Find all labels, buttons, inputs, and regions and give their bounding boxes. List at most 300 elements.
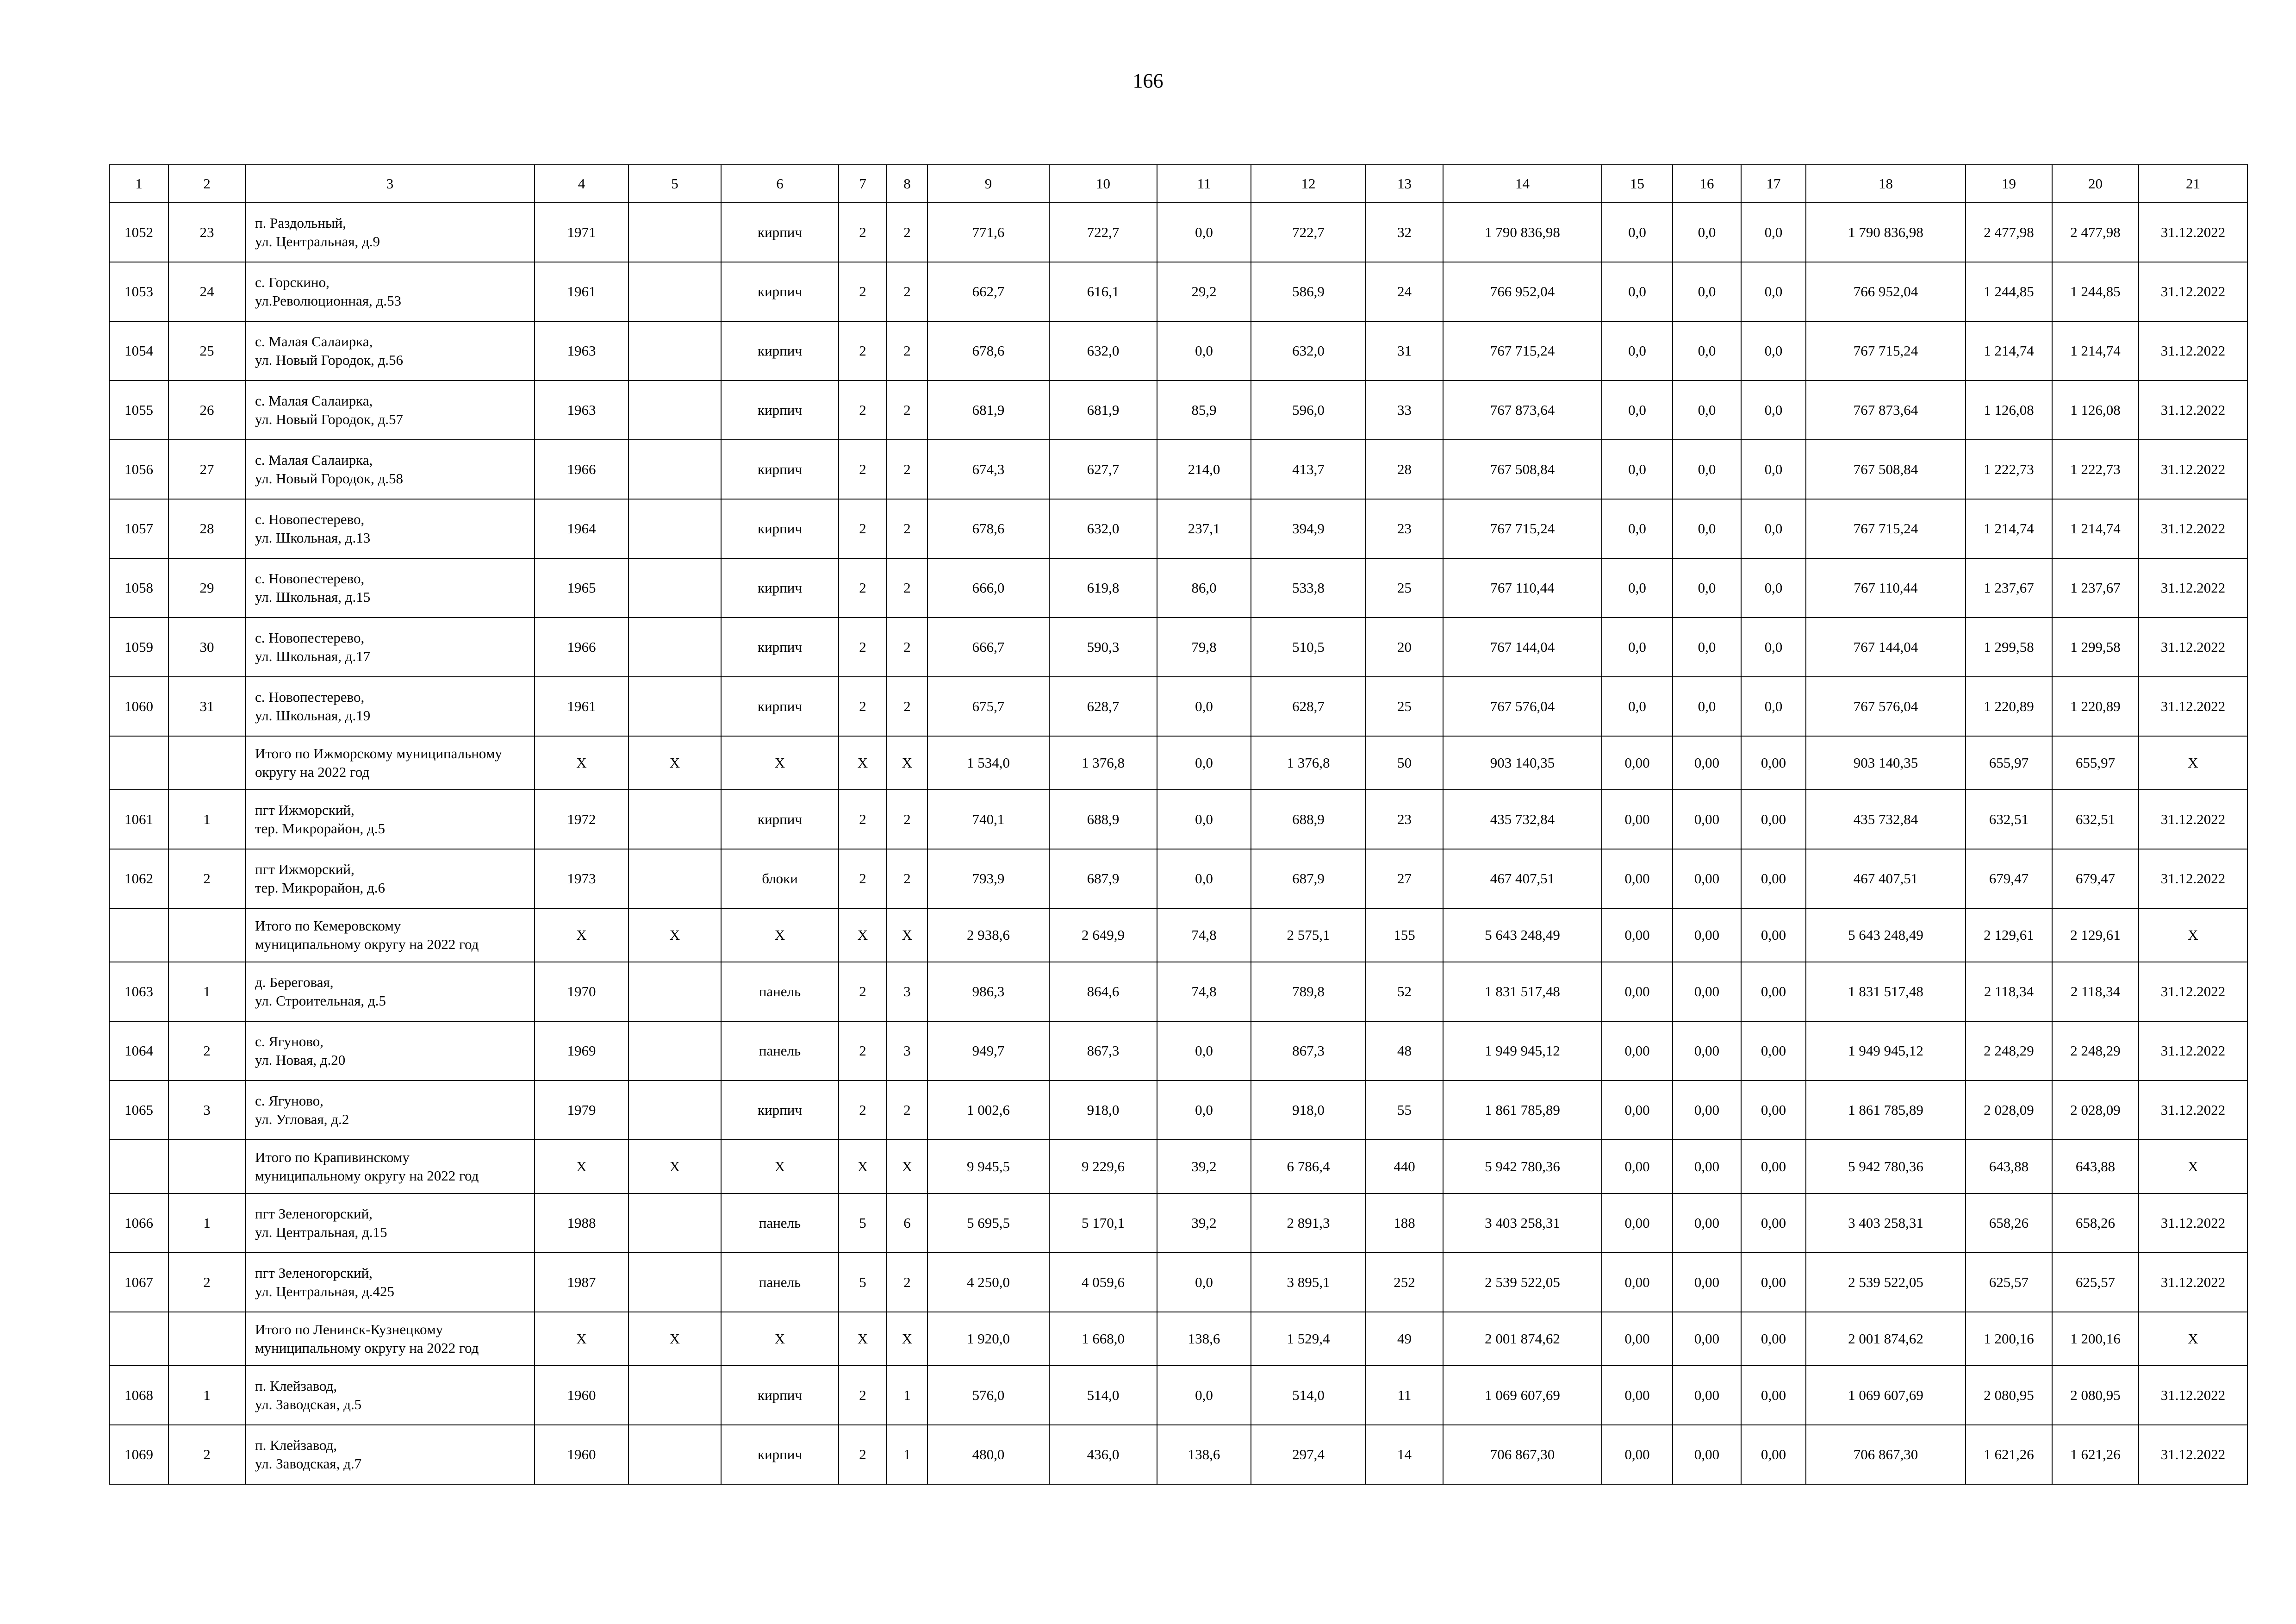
- cell-col-2: 1: [168, 962, 245, 1021]
- column-header: 4: [535, 165, 628, 203]
- cell-col-4: 1965: [535, 558, 628, 618]
- cell-col-21: 31.12.2022: [2139, 262, 2247, 321]
- cell-col-2: 3: [168, 1081, 245, 1140]
- cell-col-4: 1971: [535, 203, 628, 262]
- cell-col-21: X: [2139, 908, 2247, 962]
- column-header: 2: [168, 165, 245, 203]
- cell-col-20: 1 214,74: [2052, 321, 2139, 381]
- cell-col-19: 2 028,09: [1966, 1081, 2052, 1140]
- cell-col-12: 533,8: [1251, 558, 1366, 618]
- cell-col-12: 632,0: [1251, 321, 1366, 381]
- cell-col-19: 1 126,08: [1966, 381, 2052, 440]
- address-line: ул. Новая, д.20: [255, 1052, 346, 1068]
- table-row: [109, 1021, 2247, 1081]
- cell-col-7: 2: [839, 677, 887, 736]
- address-cell: [245, 499, 535, 558]
- address-cell: [245, 962, 535, 1021]
- cell-col-15: 0,00: [1602, 736, 1673, 790]
- cell-col-20: 1 220,89: [2052, 677, 2139, 736]
- cell-col-1: 1062: [109, 849, 168, 908]
- cell-col-13: 20: [1366, 618, 1443, 677]
- column-header: 19: [1966, 165, 2052, 203]
- cell-col-14: 1 790 836,98: [1443, 203, 1602, 262]
- cell-col-7: X: [839, 1140, 887, 1193]
- cell-col-19: 1 214,74: [1966, 499, 2052, 558]
- cell-col-18: 767 715,24: [1806, 321, 1966, 381]
- table-row: [109, 1193, 2247, 1253]
- cell-col-1: 1052: [109, 203, 168, 262]
- cell-col-18: 767 576,04: [1806, 677, 1966, 736]
- cell-col-5: [628, 677, 721, 736]
- cell-col-18: 1 790 836,98: [1806, 203, 1966, 262]
- cell-col-4: X: [535, 736, 628, 790]
- cell-col-1: 1060: [109, 677, 168, 736]
- cell-col-5: [628, 849, 721, 908]
- table-row: [109, 1366, 2247, 1425]
- cell-col-21: 31.12.2022: [2139, 849, 2247, 908]
- cell-col-10: 918,0: [1049, 1081, 1157, 1140]
- cell-col-7: 2: [839, 321, 887, 381]
- cell-col-15: 0,0: [1602, 677, 1673, 736]
- address-line: с. Новопестерево,: [255, 511, 365, 527]
- cell-col-9: 675,7: [927, 677, 1049, 736]
- cell-col-2: 1: [168, 1193, 245, 1253]
- address-line: п. Клейзавод,: [255, 1378, 337, 1394]
- cell-col-18: 766 952,04: [1806, 262, 1966, 321]
- cell-col-12: 688,9: [1251, 790, 1366, 849]
- cell-col-15: 0,00: [1602, 1193, 1673, 1253]
- cell-col-15: 0,00: [1602, 790, 1673, 849]
- cell-col-21: 31.12.2022: [2139, 203, 2247, 262]
- cell-col-20: 1 200,16: [2052, 1312, 2139, 1366]
- cell-col-10: 1 668,0: [1049, 1312, 1157, 1366]
- cell-col-8: X: [887, 1312, 927, 1366]
- cell-col-13: 50: [1366, 736, 1443, 790]
- cell-col-12: 596,0: [1251, 381, 1366, 440]
- address-line: п. Клейзавод,: [255, 1437, 337, 1453]
- cell-col-20: 2 129,61: [2052, 908, 2139, 962]
- cell-col-17: 0,00: [1741, 962, 1806, 1021]
- page-number: 166: [1132, 69, 1164, 92]
- cell-col-15: 0,00: [1602, 1081, 1673, 1140]
- cell-col-9: 1 002,6: [927, 1081, 1049, 1140]
- address-line: пгт Ижморский,: [255, 861, 355, 877]
- column-number-row: [109, 165, 2247, 203]
- cell-col-14: 2 539 522,05: [1443, 1253, 1602, 1312]
- cell-col-4: 1961: [535, 262, 628, 321]
- column-header: 18: [1806, 165, 1966, 203]
- cell-col-2: 1: [168, 790, 245, 849]
- address-line: ул. Угловая, д.2: [255, 1111, 349, 1127]
- cell-col-13: 48: [1366, 1021, 1443, 1081]
- cell-col-12: 628,7: [1251, 677, 1366, 736]
- cell-col-8: 3: [887, 962, 927, 1021]
- cell-col-21: X: [2139, 1312, 2247, 1366]
- cell-col-5: X: [628, 1140, 721, 1193]
- cell-col-5: X: [628, 1312, 721, 1366]
- cell-col-6: кирпич: [721, 381, 839, 440]
- cell-col-17: 0,00: [1741, 1425, 1806, 1484]
- cell-col-19: 2 129,61: [1966, 908, 2052, 962]
- cell-col-12: 2 575,1: [1251, 908, 1366, 962]
- cell-col-9: 771,6: [927, 203, 1049, 262]
- cell-col-17: 0,00: [1741, 1193, 1806, 1253]
- cell-col-2: 2: [168, 1425, 245, 1484]
- table-row: [109, 1253, 2247, 1312]
- cell-col-16: 0,0: [1673, 677, 1741, 736]
- column-header: 16: [1673, 165, 1741, 203]
- cell-col-16: 0,00: [1673, 1366, 1741, 1425]
- cell-col-11: 39,2: [1157, 1193, 1251, 1253]
- cell-col-9: 662,7: [927, 262, 1049, 321]
- cell-col-18: 1 831 517,48: [1806, 962, 1966, 1021]
- address-line: пгт Ижморский,: [255, 802, 355, 818]
- subtotal-row: [109, 1140, 2247, 1193]
- cell-col-4: X: [535, 1140, 628, 1193]
- cell-col-2: 2: [168, 849, 245, 908]
- table-row: [109, 1425, 2247, 1484]
- cell-col-4: 1970: [535, 962, 628, 1021]
- subtotal-label-cell: [245, 1312, 535, 1366]
- table-row: [109, 558, 2247, 618]
- cell-col-15: 0,00: [1602, 962, 1673, 1021]
- cell-col-11: 39,2: [1157, 1140, 1251, 1193]
- cell-col-14: 706 867,30: [1443, 1425, 1602, 1484]
- cell-col-18: 767 110,44: [1806, 558, 1966, 618]
- address-line: тер. Микрорайон, д.5: [255, 820, 385, 837]
- cell-col-1: 1065: [109, 1081, 168, 1140]
- address-line: ул.Революционная, д.53: [255, 293, 401, 309]
- table-row: [109, 849, 2247, 908]
- cell-col-21: 31.12.2022: [2139, 1253, 2247, 1312]
- cell-col-16: 0,0: [1673, 381, 1741, 440]
- cell-col-4: 1961: [535, 677, 628, 736]
- cell-col-10: 722,7: [1049, 203, 1157, 262]
- cell-col-13: 25: [1366, 677, 1443, 736]
- cell-col-16: 0,00: [1673, 1193, 1741, 1253]
- cell-col-2: 30: [168, 618, 245, 677]
- cell-col-1: 1056: [109, 440, 168, 499]
- cell-col-6: кирпич: [721, 321, 839, 381]
- table-row: [109, 1081, 2247, 1140]
- column-header: 5: [628, 165, 721, 203]
- cell-col-11: 214,0: [1157, 440, 1251, 499]
- cell-col-9: 666,0: [927, 558, 1049, 618]
- cell-col-5: [628, 321, 721, 381]
- cell-col-11: 29,2: [1157, 262, 1251, 321]
- cell-col-21: 31.12.2022: [2139, 1425, 2247, 1484]
- cell-col-14: 1 949 945,12: [1443, 1021, 1602, 1081]
- column-header: 17: [1741, 165, 1806, 203]
- column-header: 20: [2052, 165, 2139, 203]
- cell-col-4: 1963: [535, 381, 628, 440]
- cell-col-7: 2: [839, 1021, 887, 1081]
- cell-col-18: 903 140,35: [1806, 736, 1966, 790]
- cell-col-21: 31.12.2022: [2139, 1193, 2247, 1253]
- cell-col-14: 767 715,24: [1443, 499, 1602, 558]
- cell-col-8: 3: [887, 1021, 927, 1081]
- cell-col-19: 679,47: [1966, 849, 2052, 908]
- cell-col-6: кирпич: [721, 1366, 839, 1425]
- cell-col-5: [628, 203, 721, 262]
- cell-col-6: кирпич: [721, 262, 839, 321]
- cell-col-9: 1 920,0: [927, 1312, 1049, 1366]
- cell-col-6: кирпич: [721, 1425, 839, 1484]
- cell-col-20: 2 248,29: [2052, 1021, 2139, 1081]
- cell-col-7: 2: [839, 618, 887, 677]
- table-row: [109, 262, 2247, 321]
- cell-col-14: 767 508,84: [1443, 440, 1602, 499]
- address-line: ул. Центральная, д.15: [255, 1224, 387, 1240]
- address-line: Итого по Ижморскому муниципальному: [255, 745, 502, 762]
- cell-col-2: [168, 1312, 245, 1366]
- registry-body: [109, 203, 2247, 1484]
- address-line: ул. Новый Городок, д.58: [255, 470, 403, 487]
- cell-col-9: 678,6: [927, 499, 1049, 558]
- cell-col-1: 1053: [109, 262, 168, 321]
- address-line: с. Малая Салаирка,: [255, 333, 373, 350]
- cell-col-20: 1 299,58: [2052, 618, 2139, 677]
- cell-col-1: 1061: [109, 790, 168, 849]
- cell-col-19: 1 237,67: [1966, 558, 2052, 618]
- cell-col-19: 643,88: [1966, 1140, 2052, 1193]
- cell-col-20: 655,97: [2052, 736, 2139, 790]
- address-cell: [245, 790, 535, 849]
- cell-col-14: 767 144,04: [1443, 618, 1602, 677]
- address-cell: [245, 1253, 535, 1312]
- column-header: 10: [1049, 165, 1157, 203]
- cell-col-2: 28: [168, 499, 245, 558]
- cell-col-14: 1 069 607,69: [1443, 1366, 1602, 1425]
- cell-col-5: X: [628, 908, 721, 962]
- cell-col-11: 0,0: [1157, 790, 1251, 849]
- cell-col-13: 33: [1366, 381, 1443, 440]
- cell-col-10: 616,1: [1049, 262, 1157, 321]
- address-cell: [245, 1366, 535, 1425]
- cell-col-16: 0,00: [1673, 1021, 1741, 1081]
- cell-col-11: 0,0: [1157, 1081, 1251, 1140]
- cell-col-7: 2: [839, 1366, 887, 1425]
- address-line: муниципальному округу на 2022 год: [255, 936, 479, 952]
- cell-col-21: 31.12.2022: [2139, 321, 2247, 381]
- cell-col-14: 3 403 258,31: [1443, 1193, 1602, 1253]
- column-header: 7: [839, 165, 887, 203]
- cell-col-8: 2: [887, 1081, 927, 1140]
- cell-col-6: кирпич: [721, 618, 839, 677]
- address-line: ул. Строительная, д.5: [255, 993, 386, 1009]
- cell-col-13: 155: [1366, 908, 1443, 962]
- cell-col-14: 435 732,84: [1443, 790, 1602, 849]
- cell-col-20: 1 244,85: [2052, 262, 2139, 321]
- address-cell: [245, 1021, 535, 1081]
- cell-col-9: 4 250,0: [927, 1253, 1049, 1312]
- cell-col-8: 2: [887, 849, 927, 908]
- cell-col-11: 86,0: [1157, 558, 1251, 618]
- cell-col-13: 14: [1366, 1425, 1443, 1484]
- cell-col-16: 0,00: [1673, 1081, 1741, 1140]
- cell-col-10: 628,7: [1049, 677, 1157, 736]
- cell-col-7: 2: [839, 440, 887, 499]
- subtotal-row: [109, 736, 2247, 790]
- cell-col-6: панель: [721, 962, 839, 1021]
- address-cell: [245, 1081, 535, 1140]
- cell-col-13: 52: [1366, 962, 1443, 1021]
- address-line: ул. Заводская, д.7: [255, 1455, 362, 1472]
- cell-col-13: 25: [1366, 558, 1443, 618]
- cell-col-18: 767 144,04: [1806, 618, 1966, 677]
- cell-col-19: 2 080,95: [1966, 1366, 2052, 1425]
- cell-col-18: 1 861 785,89: [1806, 1081, 1966, 1140]
- cell-col-9: 666,7: [927, 618, 1049, 677]
- cell-col-6: X: [721, 1312, 839, 1366]
- cell-col-18: 767 508,84: [1806, 440, 1966, 499]
- cell-col-2: 29: [168, 558, 245, 618]
- cell-col-16: 0,00: [1673, 1253, 1741, 1312]
- cell-col-11: 237,1: [1157, 499, 1251, 558]
- table-row: [109, 203, 2247, 262]
- cell-col-17: 0,0: [1741, 558, 1806, 618]
- cell-col-10: 5 170,1: [1049, 1193, 1157, 1253]
- cell-col-4: 1979: [535, 1081, 628, 1140]
- cell-col-17: 0,0: [1741, 203, 1806, 262]
- cell-col-13: 32: [1366, 203, 1443, 262]
- cell-col-8: 2: [887, 790, 927, 849]
- cell-col-16: 0,0: [1673, 321, 1741, 381]
- cell-col-17: 0,00: [1741, 1140, 1806, 1193]
- cell-col-12: 722,7: [1251, 203, 1366, 262]
- cell-col-1: [109, 908, 168, 962]
- cell-col-8: 2: [887, 558, 927, 618]
- cell-col-6: кирпич: [721, 203, 839, 262]
- address-cell: [245, 558, 535, 618]
- cell-col-12: 918,0: [1251, 1081, 1366, 1140]
- address-line: с. Малая Салаирка,: [255, 393, 373, 409]
- cell-col-7: 2: [839, 203, 887, 262]
- table-row: [109, 321, 2247, 381]
- cell-col-19: 658,26: [1966, 1193, 2052, 1253]
- cell-col-6: кирпич: [721, 1081, 839, 1140]
- cell-col-19: 2 477,98: [1966, 203, 2052, 262]
- cell-col-4: 1963: [535, 321, 628, 381]
- cell-col-20: 679,47: [2052, 849, 2139, 908]
- cell-col-10: 681,9: [1049, 381, 1157, 440]
- table-row: [109, 618, 2247, 677]
- cell-col-19: 1 220,89: [1966, 677, 2052, 736]
- cell-col-20: 2 028,09: [2052, 1081, 2139, 1140]
- column-header: 21: [2139, 165, 2247, 203]
- cell-col-16: 0,0: [1673, 262, 1741, 321]
- cell-col-4: X: [535, 1312, 628, 1366]
- cell-col-18: 3 403 258,31: [1806, 1193, 1966, 1253]
- cell-col-5: [628, 962, 721, 1021]
- cell-col-8: 2: [887, 203, 927, 262]
- cell-col-15: 0,0: [1602, 618, 1673, 677]
- cell-col-19: 1 200,16: [1966, 1312, 2052, 1366]
- cell-col-9: 681,9: [927, 381, 1049, 440]
- cell-col-9: 480,0: [927, 1425, 1049, 1484]
- cell-col-8: X: [887, 1140, 927, 1193]
- cell-col-5: [628, 790, 721, 849]
- cell-col-2: 25: [168, 321, 245, 381]
- address-line: ул. Заводская, д.5: [255, 1396, 362, 1412]
- cell-col-18: 2 539 522,05: [1806, 1253, 1966, 1312]
- cell-col-6: блоки: [721, 849, 839, 908]
- address-line: д. Береговая,: [255, 974, 334, 990]
- cell-col-17: 0,0: [1741, 262, 1806, 321]
- cell-col-21: 31.12.2022: [2139, 962, 2247, 1021]
- column-header: 1: [109, 165, 168, 203]
- cell-col-9: 674,3: [927, 440, 1049, 499]
- address-line: тер. Микрорайон, д.6: [255, 880, 385, 896]
- cell-col-5: [628, 1425, 721, 1484]
- cell-col-15: 0,0: [1602, 321, 1673, 381]
- cell-col-8: 2: [887, 618, 927, 677]
- cell-col-17: 0,00: [1741, 1253, 1806, 1312]
- cell-col-6: кирпич: [721, 677, 839, 736]
- cell-col-12: 867,3: [1251, 1021, 1366, 1081]
- address-cell: [245, 440, 535, 499]
- cell-col-15: 0,0: [1602, 499, 1673, 558]
- cell-col-2: 24: [168, 262, 245, 321]
- cell-col-17: 0,0: [1741, 321, 1806, 381]
- cell-col-12: 394,9: [1251, 499, 1366, 558]
- cell-col-18: 5 942 780,36: [1806, 1140, 1966, 1193]
- cell-col-5: [628, 440, 721, 499]
- cell-col-18: 5 643 248,49: [1806, 908, 1966, 962]
- address-line: пгт Зеленогорский,: [255, 1265, 373, 1281]
- cell-col-15: 0,0: [1602, 203, 1673, 262]
- cell-col-17: 0,00: [1741, 1081, 1806, 1140]
- cell-col-18: 1 949 945,12: [1806, 1021, 1966, 1081]
- subtotal-label-cell: [245, 736, 535, 790]
- cell-col-7: 2: [839, 499, 887, 558]
- cell-col-16: 0,0: [1673, 440, 1741, 499]
- cell-col-16: 0,00: [1673, 1140, 1741, 1193]
- cell-col-5: [628, 262, 721, 321]
- address-line: с. Ягуново,: [255, 1093, 324, 1109]
- cell-col-12: 687,9: [1251, 849, 1366, 908]
- cell-col-13: 440: [1366, 1140, 1443, 1193]
- cell-col-20: 632,51: [2052, 790, 2139, 849]
- cell-col-5: [628, 1081, 721, 1140]
- cell-col-15: 0,00: [1602, 1425, 1673, 1484]
- cell-col-16: 0,00: [1673, 790, 1741, 849]
- cell-col-20: 1 214,74: [2052, 499, 2139, 558]
- cell-col-11: 0,0: [1157, 1253, 1251, 1312]
- cell-col-1: 1067: [109, 1253, 168, 1312]
- column-header: 11: [1157, 165, 1251, 203]
- cell-col-4: 1960: [535, 1425, 628, 1484]
- cell-col-7: 2: [839, 1081, 887, 1140]
- address-line: с. Новопестерево,: [255, 570, 365, 587]
- cell-col-15: 0,00: [1602, 1366, 1673, 1425]
- cell-col-10: 632,0: [1049, 321, 1157, 381]
- cell-col-21: 31.12.2022: [2139, 618, 2247, 677]
- cell-col-7: 2: [839, 262, 887, 321]
- address-line: ул. Центральная, д.425: [255, 1283, 395, 1299]
- address-line: Итого по Крапивинскому: [255, 1149, 410, 1165]
- cell-col-21: 31.12.2022: [2139, 1081, 2247, 1140]
- cell-col-13: 252: [1366, 1253, 1443, 1312]
- cell-col-16: 0,00: [1673, 908, 1741, 962]
- cell-col-19: 625,57: [1966, 1253, 2052, 1312]
- cell-col-7: 2: [839, 1425, 887, 1484]
- cell-col-15: 0,0: [1602, 558, 1673, 618]
- cell-col-14: 766 952,04: [1443, 262, 1602, 321]
- cell-col-12: 2 891,3: [1251, 1193, 1366, 1253]
- cell-col-18: 1 069 607,69: [1806, 1366, 1966, 1425]
- cell-col-12: 6 786,4: [1251, 1140, 1366, 1193]
